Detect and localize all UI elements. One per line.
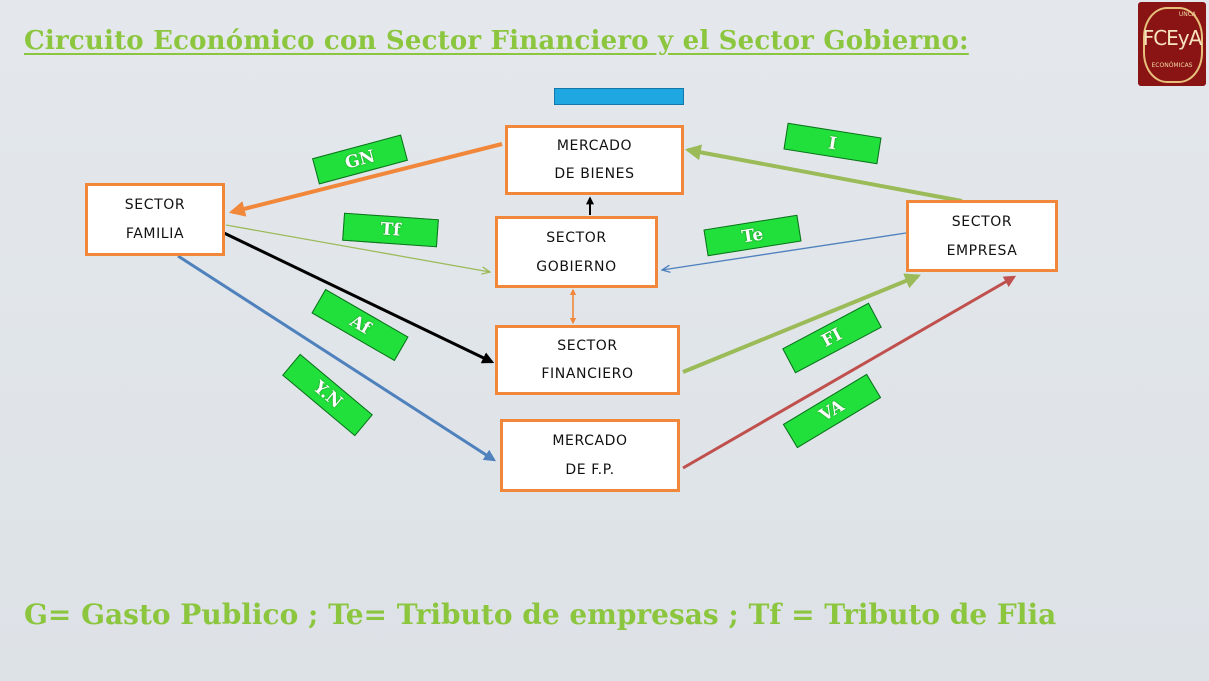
arrow-af bbox=[224, 233, 492, 362]
box-mercado-fp bbox=[500, 419, 680, 492]
logo-subtitle: ECONÓMICAS bbox=[1151, 62, 1193, 69]
box-label: SECTOR bbox=[951, 213, 1013, 230]
tag-te: Te bbox=[703, 215, 801, 257]
tag-yn: Y.N bbox=[282, 354, 373, 437]
box-label: GOBIERNO bbox=[536, 258, 617, 275]
tag-va: VA bbox=[783, 374, 881, 448]
box-label: EMPRESA bbox=[946, 242, 1018, 259]
box-sector-gobierno bbox=[495, 216, 658, 288]
box-sector-financiero bbox=[495, 325, 680, 395]
logo-mark: FCEyA bbox=[1142, 26, 1202, 50]
box-label: MERCADO bbox=[552, 432, 628, 449]
box-label: FAMILIA bbox=[125, 226, 185, 243]
box-label: DE BIENES bbox=[554, 166, 635, 182]
box-label: SECTOR bbox=[124, 196, 186, 213]
page-title: Circuito Económico con Sector Financiero y el Sector Gobierno: bbox=[24, 26, 969, 56]
tag-af: Af bbox=[311, 289, 408, 361]
box-label: MERCADO bbox=[556, 138, 633, 154]
box-sector-familia bbox=[85, 183, 225, 256]
box-label: SECTOR bbox=[546, 229, 607, 246]
tag-fi: FI bbox=[782, 303, 882, 374]
logo-university: UNCA bbox=[1178, 11, 1196, 18]
box-label: SECTOR bbox=[557, 338, 618, 354]
box-label: DE F.P. bbox=[565, 462, 615, 479]
box-mercado-bienes bbox=[505, 125, 684, 195]
arrow-i bbox=[688, 150, 962, 201]
box-sector-empresa bbox=[906, 200, 1058, 272]
tag-i: I bbox=[783, 123, 881, 165]
tag-gn: GN bbox=[312, 135, 408, 185]
tag-tf: Tf bbox=[342, 213, 439, 248]
box-label: FINANCIERO bbox=[541, 366, 634, 382]
legend-text: G= Gasto Publico ; Te= Tributo de empresas ; Tf = Tributo de Flia bbox=[24, 598, 1057, 631]
